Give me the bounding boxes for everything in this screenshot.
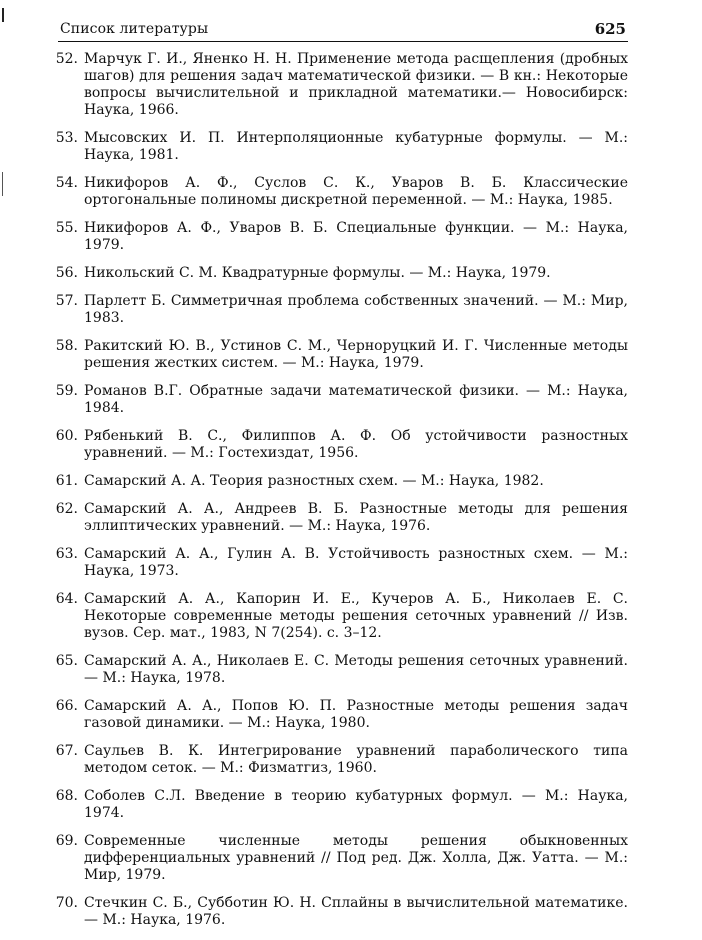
reference-list: [40, 51, 628, 940]
reference-number: 61.: [55, 472, 78, 489]
reference-number: 70.: [55, 894, 78, 911]
reference-number: 52.: [55, 51, 78, 67]
reference-text: Самарский А. А., Капорин И. Е., Кучеров А. Б., Николаев Е. С. Некоторые современные методы решения сеточных уравнений // Изв. вузов. Сер. мат., 1983, N 7(254). с. 3–12.: [84, 590, 628, 641]
reference-text: Марчук Г. И., Яненко Н. Н. Применение метода расщепления (дробных шагов) для решения задач математической физики. — В кн.: Некоторые вопросы вычислительной и прикладной математики.— Новосибирск: Наука, 1966.: [84, 51, 628, 119]
reference-number: 56.: [55, 265, 78, 282]
reference-number: 64.: [55, 590, 78, 607]
reference-text: Романов В.Г. Обратные задачи математической физики. — М.: Наука, 1984.: [84, 382, 628, 417]
reference-text: Рябенький В. С., Филиппов А. Ф. Об устойчивости разностных уравнений. — М.: Гостехиздат, 1956.: [84, 427, 628, 462]
reference-number: 68.: [55, 787, 78, 804]
reference-number: 59.: [55, 382, 78, 399]
reference-text: Саульев В. К. Интегрирование уравнений параболического типа методом сеток. — М.: Физматгиз, 1960.: [84, 742, 628, 776]
reference-number: 57.: [55, 293, 78, 310]
reference-text: Самарский А. А. Теория разностных схем. — М.: Наука, 1982.: [84, 472, 544, 489]
reference-number: 54.: [55, 175, 78, 192]
reference-item: [40, 698, 628, 732]
reference-item: [40, 220, 628, 254]
reference-number: 55.: [55, 220, 78, 237]
page-header: [58, 19, 628, 42]
reference-item: [40, 130, 628, 164]
reference-text: Современные численные методы решения обыкновенных дифференциальных уравнений // Под ред. Дж. Холла, Дж. Уатта. — М.: Мир, 1979.: [84, 832, 628, 884]
reference-text: Самарский А. А., Попов Ю. П. Разностные методы решения задач газовой динамики. — М.: Наука, 1980.: [84, 697, 628, 731]
reference-item: [40, 338, 628, 372]
reference-text: Никифоров А. Ф., Уваров В. Б. Специальные функции. — М.: Наука, 1979.: [84, 220, 628, 254]
scan-edge-mark: [2, 172, 3, 196]
reference-text: Парлетт Б. Симметричная проблема собственных значений. — М.: Мир, 1983.: [84, 293, 628, 327]
reference-number: 63.: [55, 545, 78, 562]
reference-item: [40, 51, 628, 119]
reference-number: 53.: [55, 130, 78, 147]
reference-number: 69.: [55, 832, 78, 849]
reference-item: [40, 653, 628, 687]
reference-text: Ракитский Ю. В., Устинов С. М., Черноруцкий И. Г. Численные методы решения жестких систем. — М.: Наука, 1979.: [84, 338, 628, 372]
reference-item: [40, 591, 628, 642]
reference-item: [40, 175, 628, 209]
reference-text: Мысовских И. П. Интерполяционные кубатурные формулы. — М.: Наука, 1981.: [84, 130, 628, 164]
reference-number: 60.: [55, 427, 78, 444]
reference-item: [40, 546, 628, 580]
reference-number: 58.: [55, 338, 78, 354]
reference-text: Соболев С.Л. Введение в теорию кубатурных формул. — М.: Наука, 1974.: [84, 787, 628, 821]
reference-text: Самарский А. А., Андреев В. Б. Разностные методы для решения эллиптических уравнений. — М.: Наука, 1976.: [84, 500, 628, 534]
reference-item: [40, 428, 628, 462]
reference-item: [40, 833, 628, 884]
reference-item: [40, 383, 628, 417]
running-head: Список литературы: [60, 21, 209, 37]
reference-item: [40, 293, 628, 327]
reference-number: 67.: [55, 742, 78, 759]
reference-text: Никифоров А. Ф., Суслов С. К., Уваров В. Б. Классические ортогональные полиномы дискретной переменной. — М.: Наука, 1985.: [84, 175, 628, 209]
reference-number: 62.: [55, 500, 78, 517]
scan-edge-mark: [2, 8, 4, 22]
reference-number: 65.: [55, 652, 78, 669]
reference-item: [40, 501, 628, 535]
reference-item: [40, 743, 628, 777]
reference-item: [40, 265, 628, 282]
reference-item: [40, 473, 628, 490]
reference-item: [40, 895, 628, 929]
reference-number: 66.: [55, 697, 78, 714]
reference-item: [40, 788, 628, 822]
reference-text: Никольский С. М. Квадратурные формулы. — М.: Наука, 1979.: [84, 265, 551, 282]
reference-text: Самарский А. А., Гулин А. В. Устойчивость разностных схем. — М.: Наука, 1973.: [84, 545, 628, 579]
reference-text: Самарский А. А., Николаев Е. С. Методы решения сеточных уравнений. — М.: Наука, 1978.: [84, 652, 628, 686]
reference-text: Стечкин С. Б., Субботин Ю. Н. Сплайны в вычислительной математике. — М.: Наука, 1976.: [84, 894, 628, 928]
page-number: 625: [594, 20, 626, 38]
